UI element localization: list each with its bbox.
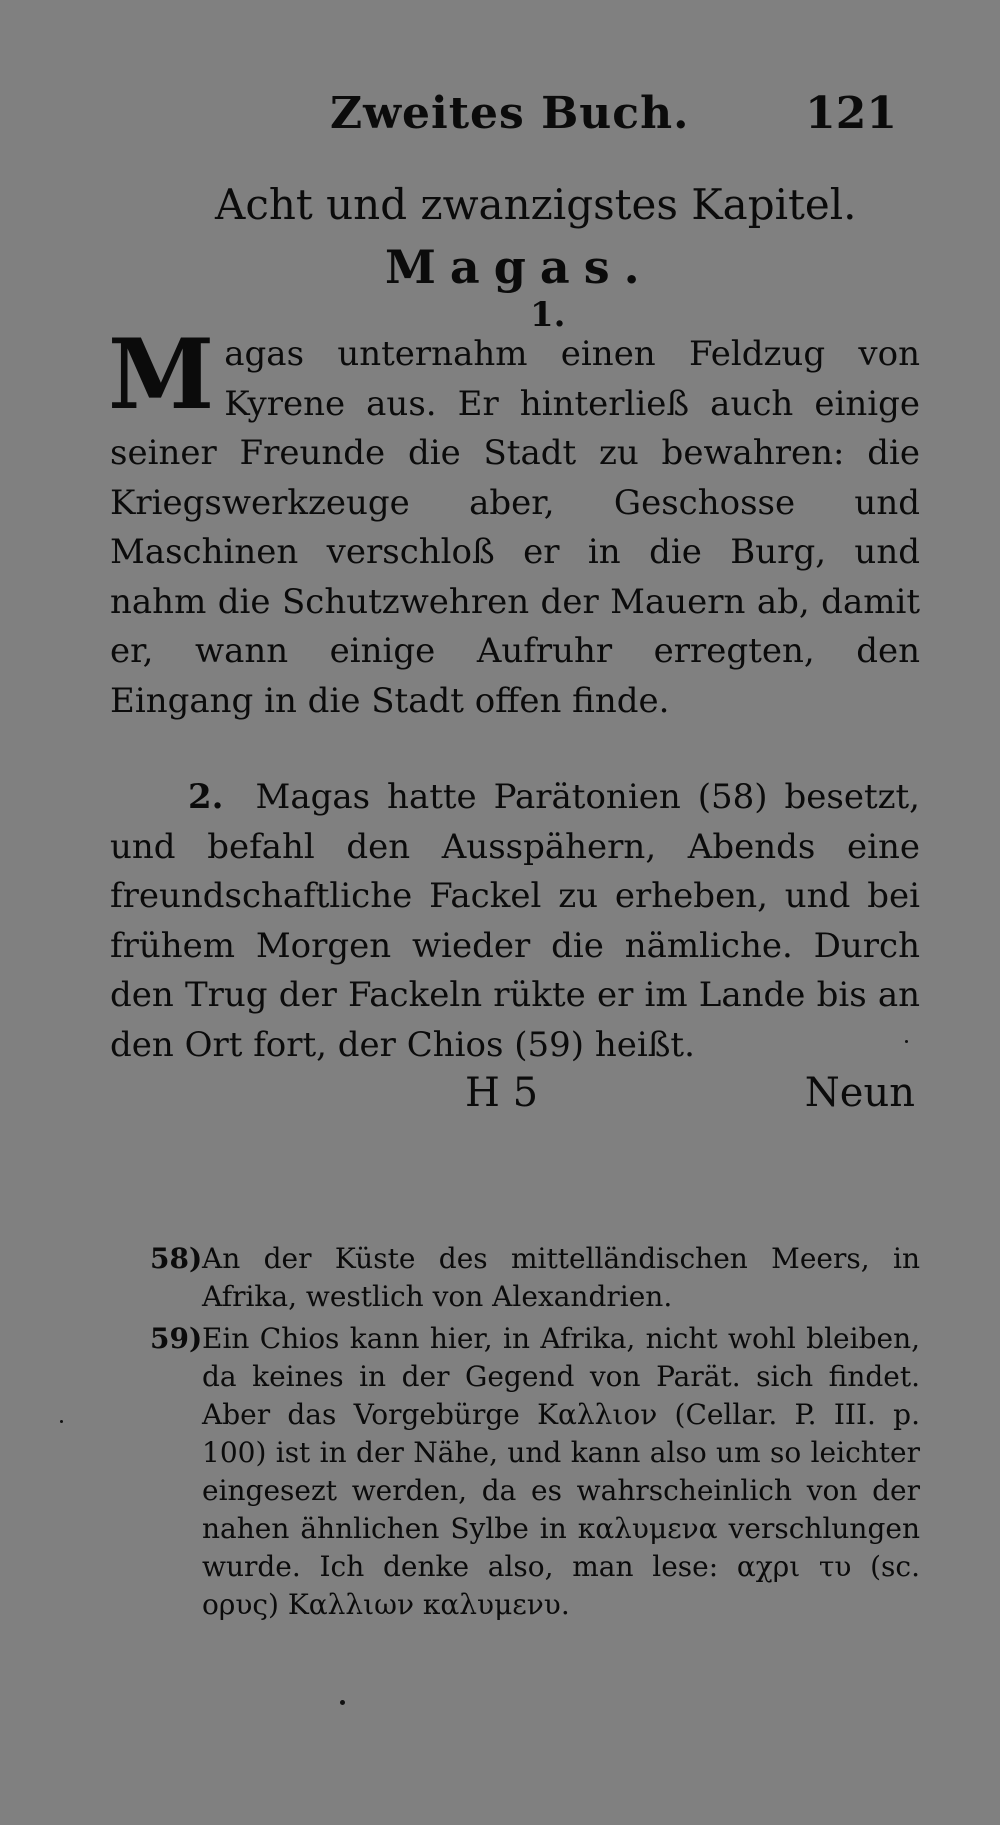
chapter-subtitle: Magas. xyxy=(385,240,654,294)
signature-mark: H 5 xyxy=(465,1070,539,1116)
chapter-title: Acht und zwanzigstes Kapitel. xyxy=(215,180,857,229)
footnote-text: Ein Chios kann hier, in Afrika, nicht wohl bleiben, da keines in der Gegend von Parät. sich findet. Aber das Vorgebürge Καλλιον (Cellar. P. III. p. 100) ist in der Nähe, und kann also um so leichter eingesezt werden, da es wahrscheinlich von der nahen ähnlichen Sylbe in καλυμενα verschlungen wurde. Ich denke also, man lese: αχρι τυ (sc. ορυς) Καλλιων καλυμενυ. xyxy=(202,1322,920,1621)
paragraph-number: 2. xyxy=(188,777,224,817)
paragraph-2-text: Magas hatte Parätonien (58) besetzt, und befahl den Ausspähern, Abends eine freundschaftliche Fackel zu erheben, und bei frühem Morgen wieder die nämliche. Durch den Trug der Fackeln rükte er im Lande bis an den Ort fort, der Chios (59) heißt. xyxy=(110,777,920,1065)
footnote-58 xyxy=(150,1240,920,1316)
running-title: Zweites Buch. xyxy=(330,88,690,139)
paragraph-1 xyxy=(108,318,920,726)
page-number: 121 xyxy=(805,88,897,139)
paragraph-1-text: agas unternahm einen Feldzug von Kyrene aus. Er hinterließ auch einige seiner Freunde die Stadt zu bewahren: die Kriegswerkzeuge aber, Geschosse und Maschinen verschloß er in die Burg, und nahm die Schutzwehren der Mauern ab, damit er, wann einige Aufruhr erregten, den Eingang in die Stadt offen finde. xyxy=(110,334,920,721)
footnote-59 xyxy=(150,1320,920,1624)
footnote-marker: 58) xyxy=(150,1242,203,1275)
section-number: 1. xyxy=(530,295,566,335)
paragraph-2 xyxy=(110,773,920,1070)
footnote-marker: 59) xyxy=(150,1322,203,1355)
ink-speck xyxy=(60,1420,63,1423)
footnotes xyxy=(150,1240,920,1628)
footnote-text: An der Küste des mittelländischen Meers, in Afrika, westlich von Alexandrien. xyxy=(202,1242,920,1313)
catchword: Neun xyxy=(804,1070,915,1116)
drop-cap: M xyxy=(108,318,215,431)
ink-speck xyxy=(905,1040,908,1043)
running-header xyxy=(330,88,905,148)
ink-speck xyxy=(340,1700,345,1705)
